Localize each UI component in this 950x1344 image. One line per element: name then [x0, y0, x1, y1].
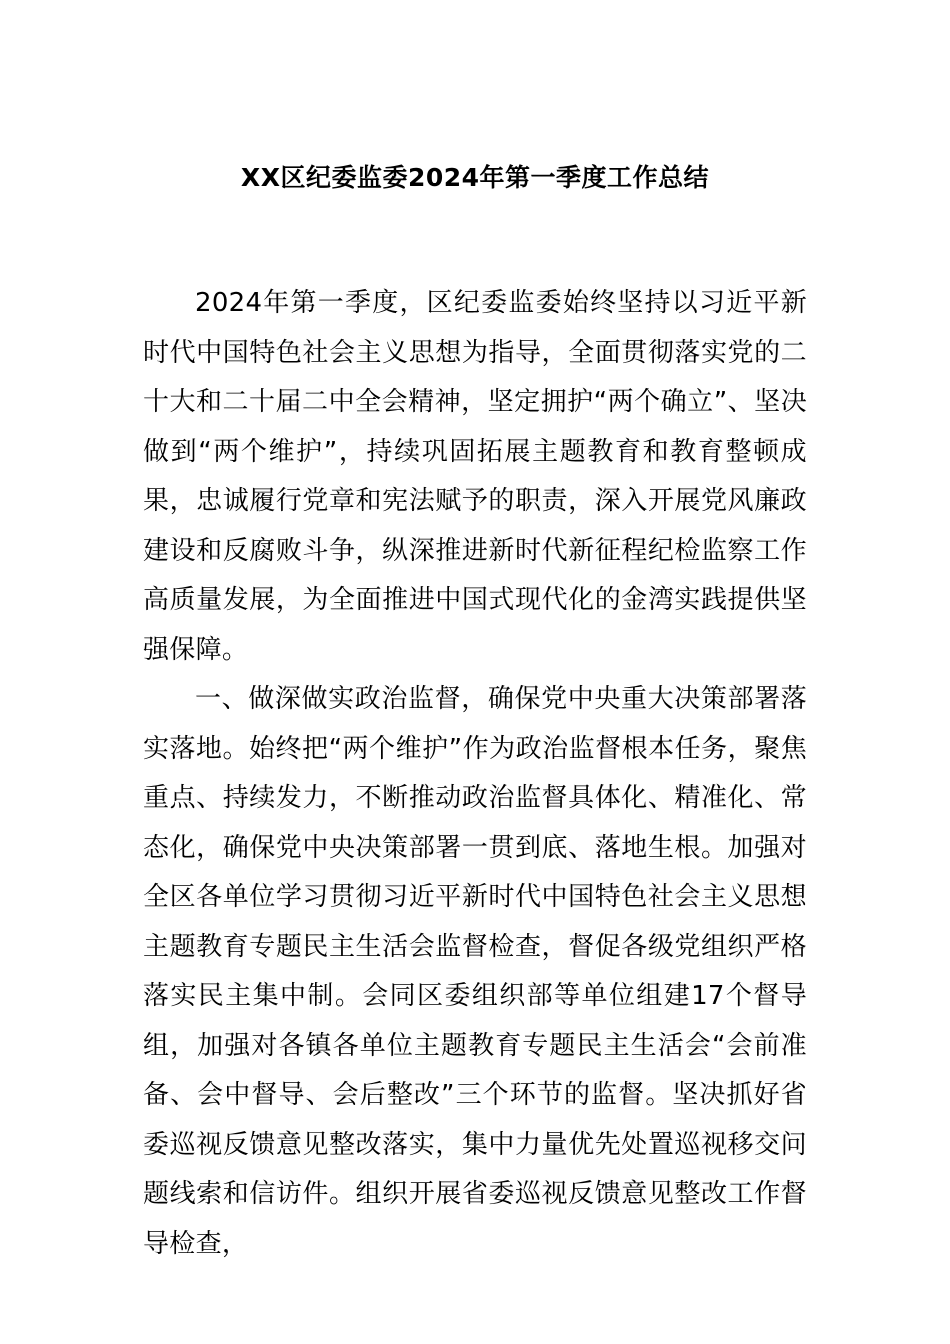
- document-body: [143, 279, 807, 1269]
- paragraph-section-1: 一、做深做实政治监督，确保党中央重大决策部署落实落地。始终把“两个维护”作为政治监督根本任务，聚焦重点、持续发力，不断推动政治监督具体化、精准化、常态化，确保党中央决策部署一贯到底、落地生根。加强对全区各单位学习贯彻习近平新时代中国特色社会主义思想主题教育专题民主生活会监督检查，督促各级党组织严格落实民主集中制。会同区委组织部等单位组建17个督导组，加强对各镇各单位主题教育专题民主生活会“会前准备、会中督导、会后整改”三个环节的监督。坚决抓好省委巡视反馈意见整改落实，集中力量优先处置巡视移交问题线索和信访件。组织开展省委巡视反馈意见整改工作督导检查，: [143, 684, 807, 1259]
- document-title: XX区纪委监委2024年第一季度工作总结: [240, 163, 710, 192]
- paragraph-intro: 2024年第一季度，区纪委监委始终坚持以习近平新时代中国特色社会主义思想为指导，全面贯彻落实党的二十大和二十届二中全会精神，坚定拥护“两个确立”、坚决做到“两个维护”，持续巩固拓展主题教育和教育整顿成果，忠诚履行党章和宪法赋予的职责，深入开展党风廉政建设和反腐败斗争，纵深推进新时代新征程纪检监察工作高质量发展，为全面推进中国式现代化的金湾实践提供坚强保障。: [143, 288, 807, 665]
